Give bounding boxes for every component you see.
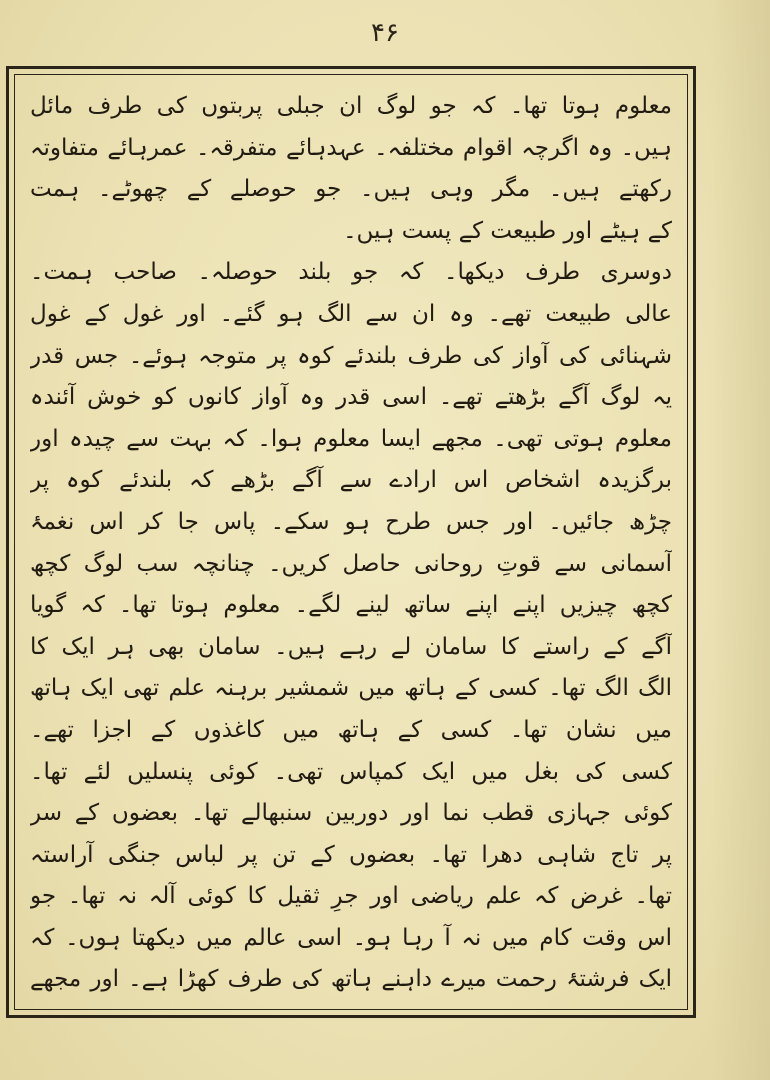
urdu-text-block — [30, 86, 672, 1002]
page-edge-shading — [710, 0, 770, 1080]
text-line: معلوم ہوتا تھا۔ کہ جو لوگ ان جبلی پربتوں کی طرف مائل — [30, 93, 672, 119]
text-line: رکھتے ہیں۔ مگر وہی ہیں۔ جو حوصلے کے چھوٹے۔ ہمت — [30, 176, 672, 203]
text-line: ہیں۔ وہ اگرچہ اقوام مختلفہ۔ عہدہائے متفرقہ۔ عمرہائے متفاوتہ — [30, 134, 672, 161]
text-line: دوسری طرف دیکھا۔ کہ جو بلند حوصلہ۔ صاحب ہمت۔ — [30, 259, 672, 286]
text-line: معلوم ہوتی تھی۔ مجھے ایسا معلوم ہوا۔ کہ بہت سے چیدہ اور — [30, 425, 672, 452]
text-line: الگ الگ تھا۔ کسی کے ہاتھ میں شمشیر برہنہ علم تھی ایک ہاتھ — [30, 675, 672, 702]
text-line: پر تاج شاہی دھرا تھا۔ بعضوں کے تن پر لباس جنگی آراستہ — [30, 841, 672, 868]
text-line: شہنائی کی آواز کی طرف بلندئے کوہ پر متوجہ ہوئے۔ جس قدر — [30, 342, 672, 369]
text-line: عالی طبیعت تھے۔ وہ ان سے الگ ہو گئے۔ اور غول کے غول — [30, 300, 672, 327]
text-line: کے ہیٹے اور طبیعت کے پست ہیں۔ — [343, 217, 672, 244]
text-line: ایک فرشتۂ رحمت میرے داہنے ہاتھ کی طرف کھڑا ہے۔ اور مجھے — [30, 966, 672, 993]
text-line: یہ لوگ آگے بڑھتے تھے۔ اسی قدر وہ آواز کانوں کو خوش آئندہ — [30, 384, 672, 411]
text-line: برگزیدہ اشخاص اس ارادے سے آگے بڑھے کہ بلندئے کوہ پر — [30, 467, 672, 494]
page-number: ۴۶ — [371, 18, 399, 48]
text-line: آگے کے راستے کا سامان لے رہے ہیں۔ سامان بھی ہر ایک کا — [30, 633, 672, 660]
text-line: کوئی جہازی قطب نما اور دوربین سنبھالے تھا۔ بعضوں کے سر — [30, 800, 672, 827]
text-line: میں نشان تھا۔ کسی کے ہاتھ میں کاغذوں کے اجزا تھے۔ — [30, 716, 672, 743]
text-line: اس وقت کام میں نہ آ رہا ہو۔ اسی عالم میں دیکھتا ہوں۔ کہ — [30, 924, 672, 951]
text-line: کسی کی بغل میں ایک کمپاس تھی۔ کوئی پنسلیں لئے تھا۔ — [30, 758, 672, 785]
text-line: چڑھ جائیں۔ اور جس طرح ہو سکے۔ پاس جا کر اس نغمۂ — [30, 508, 672, 535]
text-line: آسمانی سے قوتِ روحانی حاصل کریں۔ چنانچہ سب لوگ کچھ — [30, 550, 672, 577]
text-line: تھا۔ غرض کہ علم ریاضی اور جرِ ثقیل کا کوئی آلہ نہ تھا۔ جو — [30, 883, 672, 910]
text-line: کچھ چیزیں اپنے اپنے ساتھ لینے لگے۔ معلوم ہوتا تھا۔ کہ گویا — [30, 592, 672, 619]
